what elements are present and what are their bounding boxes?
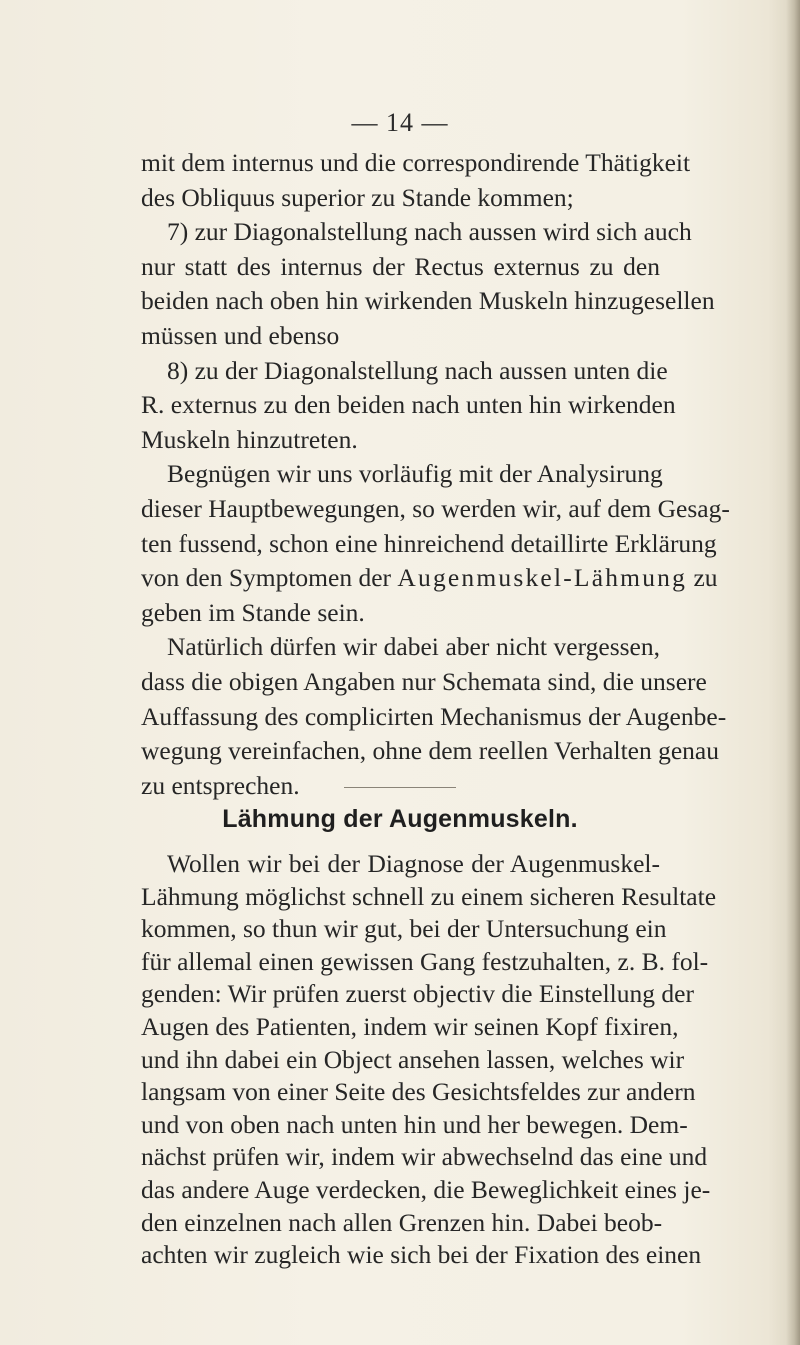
section-divider [344,787,456,788]
text-line [141,561,718,596]
text-line: Augen des Patienten, indem wir seinen Kopf fixiren, [141,1011,679,1041]
text-line: dass die obigen Angaben nur Schemata sind, die unsere [141,666,707,696]
section-heading: Lähmung der Augenmuskeln. [222,805,578,833]
text-line: wegung vereinfachen, ohne dem reellen Verhalten genau [141,736,719,766]
text-line: zu entsprechen. [141,770,300,800]
text-line: Natürlich dürfen wir dabei aber nicht vergessen, [167,632,660,662]
text-line: 8) zu der Diagonalstellung nach aussen unten die [167,355,668,385]
text-line: geben im Stande sein. [141,597,365,627]
text-segment: von den Symptomen der [141,563,398,593]
text-line: Wollen wir bei der Diagnose der Augenmuskel- [167,849,660,878]
text-line: 7) zur Diagonalstellung nach aussen wird sich auch [167,217,692,247]
text-line: achten wir zugleich wie sich bei der Fixation des einen [141,1240,702,1270]
text-line: Begnügen wir uns vorläufig mit der Analysirung [167,459,663,489]
text-line: und ihn dabei ein Object ansehen lassen, welches wir [141,1044,685,1074]
text-line: Lähmung möglichst schnell zu einem sicheren Resultate [141,881,717,911]
text-line: müssen und ebenso [141,320,340,350]
spaced-emphasis: Augenmuskel-Lähmung [397,563,688,593]
text-line: ten fussend, schon eine hinreichend detaillirte Erklärung [141,528,717,558]
text-line: nächst prüfen wir, indem wir abwechselnd das eine und [141,1142,708,1172]
text-line: nur statt des internus der Rectus externus zu den [141,251,660,281]
text-line: Muskeln hinzutreten. [141,424,358,454]
text-line: kommen, so thun wir gut, bei der Untersuchung ein [141,914,667,944]
text-line: langsam von einer Seite des Gesichtsfeldes zur andern [141,1077,696,1107]
text-segment: zu [687,563,718,593]
text-line: dieser Hauptbewegungen, so werden wir, auf dem Gesag- [141,493,730,523]
body-text-upper [141,146,730,803]
text-line: Auffassung des complicirten Mechanismus der Augenbe- [141,701,727,731]
text-line: mit dem internus und die correspondirende Thätigkeit [141,148,691,177]
text-line: und von oben nach unten hin und her bewegen. Dem- [141,1109,688,1139]
text-line: für allemal einen gewissen Gang festzuhalten, z. B. fol- [141,946,709,976]
body-text-lower [141,848,717,1272]
text-line: R. externus zu den beiden nach unten hin wirkenden [141,390,676,420]
text-line: beiden nach oben hin wirkenden Muskeln hinzugesellen [141,286,715,316]
text-line: das andere Auge verdecken, die Beweglichkeit eines je- [141,1174,711,1204]
text-line: den einzelnen nach allen Grenzen hin. Dabei beob- [141,1207,663,1237]
text-line: genden: Wir prüfen zuerst objectiv die Einstellung der [141,979,694,1009]
text-line: des Obliquus superior zu Stande kommen; [141,182,574,212]
page-number: — 14 — [351,108,449,137]
page-edge-shadow [786,0,800,1345]
